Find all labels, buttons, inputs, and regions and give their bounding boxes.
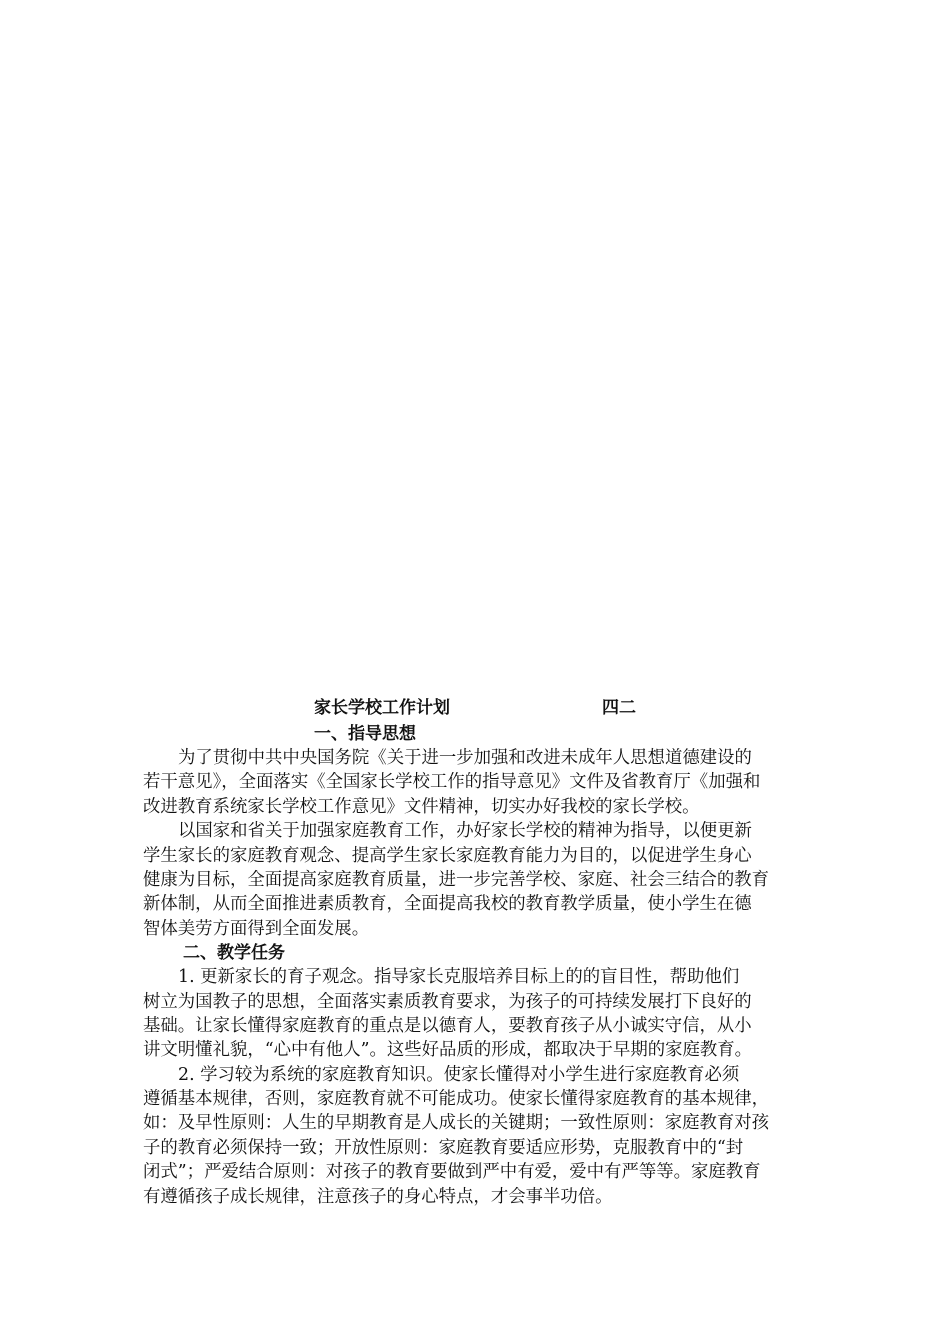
document-title-suffix: 四二 xyxy=(602,698,636,718)
paragraph-line: 遵循基本规律，否则，家庭教育就不可能成功。使家长懂得家庭教育的基本规律， xyxy=(143,1089,770,1110)
paragraph-line: 讲文明懂礼貌，“心中有他人”。这些好品质的形成，都取决于早期的家庭教育。 xyxy=(143,1040,753,1061)
paragraph xyxy=(143,819,811,941)
paragraph-line: 如：及早性原则：人生的早期教育是人成长的关键期；一致性原则：家庭教育对孩 xyxy=(143,1113,770,1134)
paragraph-line: 新体制，从而全面推进素质教育，全面提高我校的教育教学质量，使小学生在德 xyxy=(143,894,752,915)
paragraph-line: 闭式”；严爱结合原则：对孩子的教育要做到严中有爱，爱中有严等等。家庭教育 xyxy=(143,1162,761,1183)
document-title: 家长学校工作计划 xyxy=(314,698,450,718)
paragraph xyxy=(143,746,811,819)
paragraph-line: 若干意见》，全面落实《全国家长学校工作的指导意见》文件及省教育厅《加强和 xyxy=(143,772,761,793)
paragraph-line: 智体美劳方面得到全面发展。 xyxy=(143,918,370,939)
paragraph-line: 1. 更新家长的育子观念。指导家长克服培养目标上的的盲目性，帮助他们 xyxy=(178,967,740,988)
document-page xyxy=(143,696,811,1209)
paragraph-line: 健康为目标，全面提高家庭教育质量，进一步完善学校、家庭、社会三结合的教育 xyxy=(143,869,770,890)
paragraph-line: 改进教育系统家长学校工作意见》文件精神，切实办好我校的家长学校。 xyxy=(143,796,700,817)
section-heading-guiding-ideology: 一、指导思想 xyxy=(314,724,416,744)
paragraph-line: 基础。让家长懂得家庭教育的重点是以德育人，要教育孩子从小诚实守信，从小 xyxy=(143,1015,752,1036)
paragraph-line: 为了贯彻中共中央国务院《关于进一步加强和改进未成年人思想道德建设的 xyxy=(178,748,752,768)
paragraph xyxy=(143,965,811,1063)
paragraph-line: 子的教育必须保持一致；开放性原则：家庭教育要适应形势，克服教育中的“封 xyxy=(143,1137,744,1158)
paragraph-line: 有遵循孩子成长规律，注意孩子的身心特点，才会事半功倍。 xyxy=(143,1186,613,1207)
title-row xyxy=(143,696,811,722)
paragraph xyxy=(143,1063,811,1209)
section-heading-teaching-tasks: 二、教学任务 xyxy=(183,943,285,964)
paragraph-line: 树立为国教子的思想，全面落实素质教育要求，为孩子的可持续发展打下良好的 xyxy=(143,991,752,1012)
paragraph-line: 学生家长的家庭教育观念、提高学生家长家庭教育能力为目的，以促进学生身心 xyxy=(143,845,752,866)
paragraph-line: 2. 学习较为系统的家庭教育知识。使家长懂得对小学生进行家庭教育必须 xyxy=(178,1064,740,1085)
paragraph-line: 以国家和省关于加强家庭教育工作，办好家长学校的精神为指导，以便更新 xyxy=(178,821,752,842)
